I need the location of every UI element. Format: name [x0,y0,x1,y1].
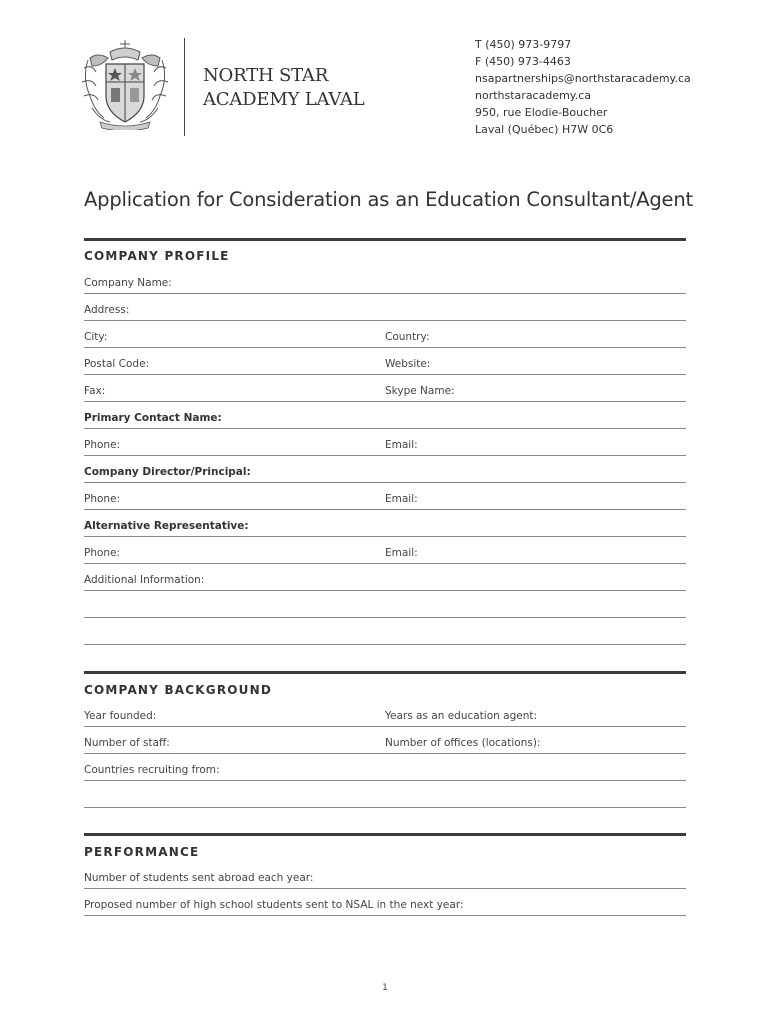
field-countries-recruiting-line[interactable] [84,780,686,808]
label-company-name: Company Name: [84,277,172,289]
field-additional-information-line[interactable] [84,590,686,618]
label-proposed-number-students: Proposed number of high school students sent to NSAL in the next year: [84,899,464,911]
field-proposed-number-students[interactable] [84,888,686,916]
page-number: 1 [382,983,388,993]
label-phone: Phone: [84,547,121,559]
label-alternative-representative: Alternative Representative: [84,520,249,532]
contact-city: Laval (Québec) H7W 0C6 [475,123,614,136]
label-director-principal: Company Director/Principal: [84,466,251,478]
field-address[interactable] [84,293,686,321]
field-additional-information[interactable] [84,563,686,591]
section-divider-company-background [84,671,686,674]
header-divider [184,38,185,136]
organization-name-line1: NORTH STAR [203,65,329,86]
label-website: Website: [385,358,431,370]
organization-name [203,64,365,112]
field-city-country[interactable] [84,320,686,348]
label-city: City: [84,331,108,343]
label-years-as-agent: Years as an education agent: [385,710,538,722]
label-skype-name: Skype Name: [385,385,455,397]
field-postal-website[interactable] [84,347,686,375]
organization-name-line2: ACADEMY LAVAL [203,89,365,110]
label-students-sent-abroad: Number of students sent abroad each year: [84,872,314,884]
contact-email: nsapartnerships@northstaracademy.ca [475,72,691,85]
field-alternative-representative[interactable] [84,509,686,537]
label-number-of-staff: Number of staff: [84,737,170,749]
label-email: Email: [385,493,418,505]
section-divider-performance [84,833,686,836]
field-students-sent-abroad[interactable] [84,861,686,889]
field-director-principal[interactable] [84,455,686,483]
label-phone: Phone: [84,439,121,451]
label-fax: Fax: [84,385,106,397]
document-title: Application for Consideration as an Education Consultant/Agent [84,188,693,211]
school-crest-logo [80,38,170,130]
label-email: Email: [385,547,418,559]
label-country: Country: [385,331,430,343]
label-countries-recruiting: Countries recruiting from: [84,764,220,776]
contact-block [475,36,691,138]
label-address: Address: [84,304,130,316]
field-countries-recruiting[interactable] [84,753,686,781]
field-primary-contact-phone-email[interactable] [84,428,686,456]
label-primary-contact-name: Primary Contact Name: [84,412,222,424]
label-phone: Phone: [84,493,121,505]
contact-fax: F (450) 973-4463 [475,55,571,68]
field-year-founded-years-agent[interactable] [84,699,686,727]
field-staff-offices[interactable] [84,726,686,754]
contact-website: northstaracademy.ca [475,89,592,102]
section-heading-company-background: COMPANY BACKGROUND [84,683,273,697]
label-email: Email: [385,439,418,451]
section-heading-performance: PERFORMANCE [84,845,200,859]
field-primary-contact-name[interactable] [84,401,686,429]
label-postal-code: Postal Code: [84,358,150,370]
field-alt-rep-phone-email[interactable] [84,536,686,564]
field-additional-information-line[interactable] [84,617,686,645]
label-additional-information: Additional Information: [84,574,205,586]
field-fax-skype[interactable] [84,374,686,402]
field-director-phone-email[interactable] [84,482,686,510]
label-year-founded: Year founded: [84,710,157,722]
contact-phone: T (450) 973-9797 [475,38,572,51]
field-company-name[interactable] [84,266,686,294]
section-divider-company-profile [84,238,686,241]
label-number-of-offices: Number of offices (locations): [385,737,541,749]
section-heading-company-profile: COMPANY PROFILE [84,249,230,263]
contact-street: 950, rue Elodie-Boucher [475,106,608,119]
